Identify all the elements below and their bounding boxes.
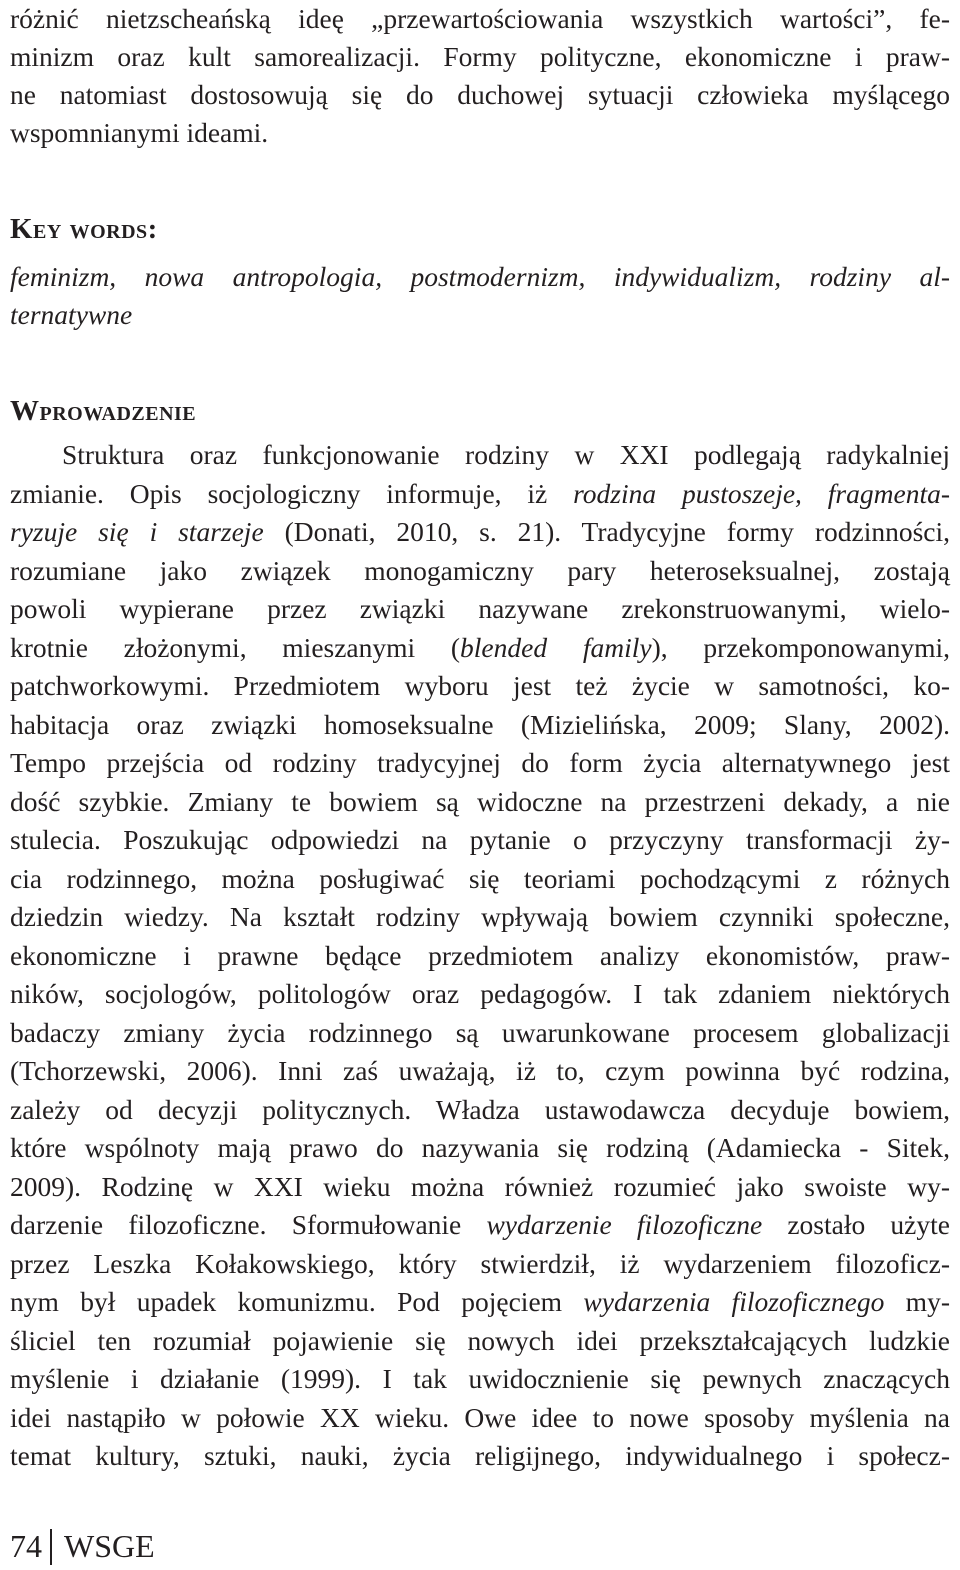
body-text: darzenie filozoficzne. Sformułowanie xyxy=(10,1209,487,1240)
body-line xyxy=(10,1283,950,1321)
body-line: myślenie i działanie (1999). I tak uwidocznienie się pewnych znaczących xyxy=(10,1363,950,1394)
keywords-line: ternatywne xyxy=(10,299,133,330)
body-text: (Donati, 2010, s. 21). Tradycyjne formy rodzinności, xyxy=(263,516,951,547)
body-line: stulecia. Poszukując odpowiedzi na pytanie o przyczyny transformacji ży- xyxy=(10,824,950,855)
body-line: idei nastąpiło w połowie XX wieku. Owe idee to nowe sposoby myślenia na xyxy=(10,1402,950,1433)
body-line: badaczy zmiany życia rodzinnego są uwarunkowane procesem globalizacji xyxy=(10,1017,950,1048)
body-text: my- xyxy=(884,1286,950,1317)
body-emphasis: ryzuje się i starzeje xyxy=(10,516,264,547)
body-line: zależy od decyzji politycznych. Władza ustawodawcza decyduje bowiem, xyxy=(10,1094,950,1125)
page-footer xyxy=(10,1526,155,1566)
intro-line: wspomnianymi ideami. xyxy=(10,117,269,148)
body-line: dziedzin wiedzy. Na kształt rodziny wpływają bowiem czynniki społeczne, xyxy=(10,901,950,932)
body-line xyxy=(10,1206,950,1244)
body-line: habitacja oraz związki homoseksualne (Mizielińska, 2009; Slany, 2002). xyxy=(10,709,950,740)
body-line: Tempo przejścia od rodziny tradycyjnej do form życia alternatywnego jest xyxy=(10,747,950,778)
body-line: (Tchorzewski, 2006). Inni zaś uważają, iż to, czym powinna być rodzina, xyxy=(10,1055,950,1086)
body-emphasis: rodzina pustoszeje, fragmenta- xyxy=(573,478,950,509)
body-line: śliciel ten rozumiał pojawienie się nowych idei przekształcających ludzkie xyxy=(10,1325,950,1356)
body-line xyxy=(10,513,950,551)
body-text: zmianie. Opis socjologiczny informuje, iż xyxy=(10,478,574,509)
body-line: powoli wypierane przez związki nazywane zrekonstruowanymi, wielo- xyxy=(10,593,950,624)
journal-name: WSGE xyxy=(64,1528,155,1564)
body-emphasis: blended family xyxy=(460,632,652,663)
body-line: które wspólnoty mają prawo do nazywania się rodziną (Adamiecka - Sitek, xyxy=(10,1132,950,1163)
intro-line: ne natomiast dostosowują się do duchowej sytuacji człowieka myślącego xyxy=(10,79,950,110)
body-text: zostało użyte xyxy=(762,1209,950,1240)
body-line: rozumiane jako związek monogamiczny pary heteroseksualnej, zostają xyxy=(10,555,950,586)
body-line: cia rodzinnego, można posługiwać się teoriami pochodzącymi z różnych xyxy=(10,863,950,894)
body-text: ), przekomponowanymi, xyxy=(651,632,950,663)
body-line: 2009). Rodzinę w XXI wieku można również rozumieć jako swoiste wy- xyxy=(10,1171,950,1202)
body-line xyxy=(10,629,950,667)
body-line: ników, socjologów, politologów oraz pedagogów. I tak zdaniem niektórych xyxy=(10,978,950,1009)
intro-line: różnić nietzscheańską ideę „przewartościowania wszystkich wartości”, fe- xyxy=(10,3,950,34)
body-line: Struktura oraz funkcjonowanie rodziny w XXI podlegają radykalniej xyxy=(62,439,950,470)
body-text: nym był upadek komunizmu. Pod pojęciem xyxy=(10,1286,584,1317)
body-line: dość szybkie. Zmiany te bowiem są widoczne na przestrzeni dekady, a nie xyxy=(10,786,950,817)
intro-line: minizm oraz kult samorealizacji. Formy polityczne, ekonomiczne i praw- xyxy=(10,41,950,72)
body-text: krotnie złożonymi, mieszanymi ( xyxy=(10,632,461,663)
body-line: patchworkowymi. Przedmiotem wyboru jest też życie w samotności, ko- xyxy=(10,670,950,701)
body-line xyxy=(10,475,950,513)
page-number: 74 xyxy=(10,1528,42,1564)
body-emphasis: wydarzenia filozoficznego xyxy=(583,1286,885,1317)
body-line: przez Leszka Kołakowskiego, który stwierdził, iż wydarzeniem filozoficz- xyxy=(10,1248,950,1279)
body-line: ekonomiczne i prawne będące przedmiotem analizy ekonomistów, praw- xyxy=(10,940,950,971)
body-emphasis: wydarzenie filozoficzne xyxy=(486,1209,763,1240)
section-heading: Wprowadzenie xyxy=(10,395,197,427)
keywords-heading: Key words: xyxy=(10,213,158,245)
body-line: temat kultury, sztuki, nauki, życia religijnego, indywidualnego i społecz- xyxy=(10,1440,950,1471)
footer-divider xyxy=(50,1529,52,1565)
keywords-line: feminizm, nowa antropologia, postmodernizm, indywidualizm, rodziny al- xyxy=(10,261,950,292)
